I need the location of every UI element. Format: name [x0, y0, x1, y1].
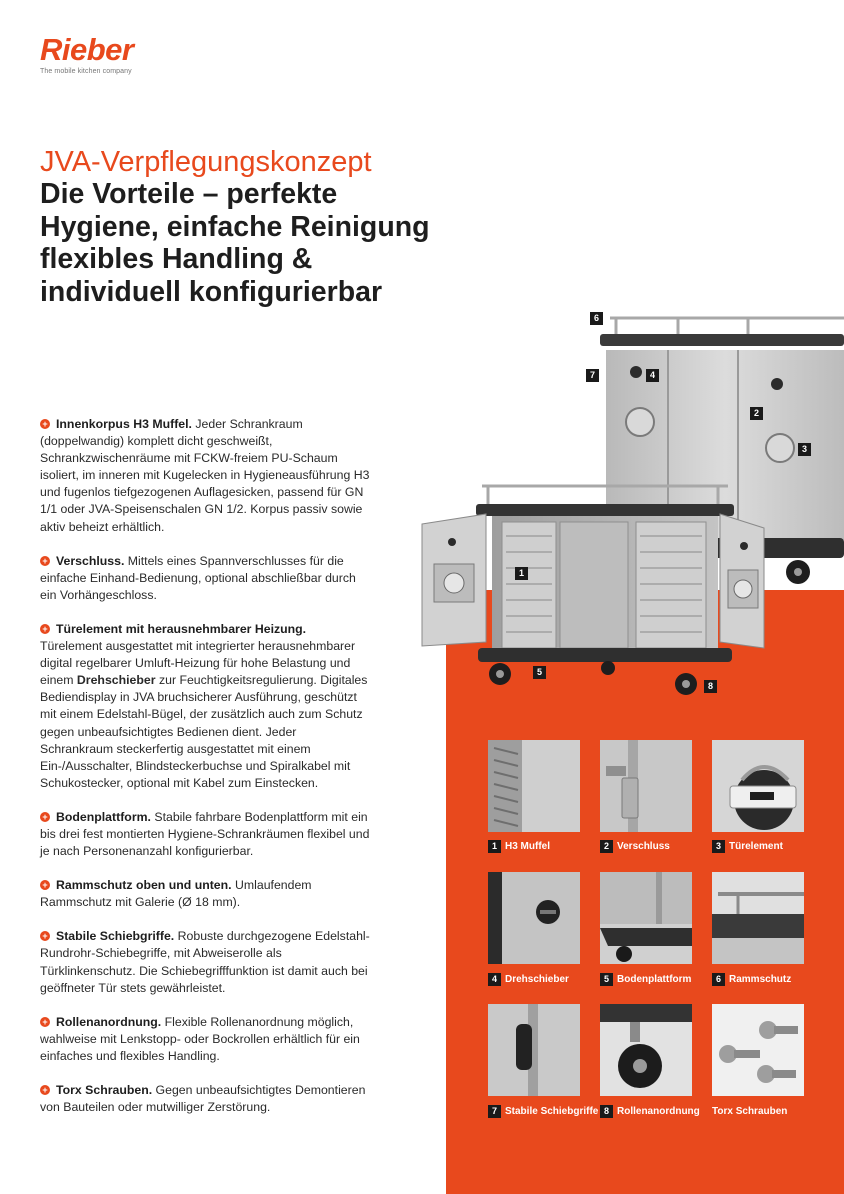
- thumb-number: 4: [488, 973, 501, 986]
- thumb-rollenanordnung: [600, 1004, 692, 1096]
- feature-text: Jeder Schrankraum (doppelwandig) komplett dicht geschweißt, Schrankzwischenräume mit FCKW-freiem PU-Schaum isoliert, im inneren mit Kugelecken in Hygieneausführung H3 und fugenlos tiefgezogenen Auflagesicken, passend für GN 1/1 oder JVA-Speisenschalen GN 1/2. Korpus passiv sowie aktiv beheizt erhältlich.: [40, 417, 370, 534]
- plus-bullet-icon: +: [40, 624, 50, 634]
- callout-marker: 7: [586, 369, 599, 382]
- callout-marker: 3: [798, 443, 811, 456]
- feature-text: Gegen unbeaufsichtigtes Demontieren von Bauteilen oder mutwilliger Zerstörung.: [40, 1083, 366, 1115]
- page-kicker: JVA-Verpflegungskonzept: [40, 146, 372, 178]
- controller-detail-image: [712, 740, 804, 832]
- callout-marker: 4: [646, 369, 659, 382]
- thumb-caption: [488, 839, 550, 853]
- title-line: flexibles Handling &: [40, 243, 313, 275]
- thumb-caption: [488, 972, 569, 986]
- thumb-caption: [712, 1104, 787, 1118]
- title-line: Hygiene, einfache Reinigung: [40, 210, 430, 243]
- feature-title: Türelement mit herausnehmbarer Heizung.: [56, 621, 307, 636]
- thumb-label: Türelement: [729, 840, 783, 852]
- thumb-number: 6: [712, 973, 725, 986]
- thumb-label: Stabile Schiebgriffe: [505, 1105, 599, 1117]
- thumb-torx: [712, 1004, 804, 1096]
- page-title: [40, 178, 470, 308]
- thumb-caption: [488, 1104, 598, 1118]
- feature-item: [40, 621, 370, 792]
- plus-bullet-icon: +: [40, 880, 50, 890]
- title-line: Die Vorteile – perfekte: [40, 178, 338, 210]
- thumb-label: Drehschieber: [505, 973, 569, 985]
- feature-text: zur Feuchtigkeitsregulierung. Digitales Bediendisplay in JVA bruchsicherer Ausführung, geschützt mit einem Edelstahl-Bügel, der zusätzlich auch zum Schutz gegen unbeaufsichtigtes Bedienen dient. Jeder Schrankraum steckerfertig ausgestattet mit einem Ein-/Ausschalter, Blindsteckerbuchse und Spiralkabel mit Schukostecker, optional mit Kabel zum Einstecken.: [40, 673, 368, 790]
- feature-list: [40, 416, 370, 1133]
- feature-text: Türelement ausgestattet mit integrierter herausnehmbarer digital regelbarer Umluft-Heizung für hohe Belastung und einem: [40, 639, 356, 688]
- thumb-schiebegriffe: [488, 1004, 580, 1096]
- thumb-number: 5: [600, 973, 613, 986]
- castor-detail-image: [600, 1004, 692, 1096]
- thumb-number: 2: [600, 840, 613, 853]
- thumb-caption: [600, 1104, 700, 1118]
- feature-text: Robuste durchgezogene Edelstahl-Rundrohr-Schiebegriffe, mit Abweiserolle als Türklinkenschutz. Die Schiebegrifffunktion ist damit auch bei geöffneter Tür stets gewährleistet.: [40, 929, 370, 995]
- platform-detail-image: [600, 872, 692, 964]
- feature-item: [40, 877, 370, 911]
- feature-title: Rollenanordnung.: [56, 1014, 162, 1029]
- feature-title: Innenkorpus H3 Muffel.: [56, 417, 192, 431]
- handle-detail-image: [488, 1004, 580, 1096]
- feature-text-bold: Drehschieber: [76, 673, 156, 688]
- thumb-caption: [600, 839, 670, 853]
- callout-marker: 2: [750, 407, 763, 420]
- callout-marker: 8: [704, 680, 717, 693]
- feature-item: [40, 553, 370, 604]
- thumb-label: H3 Muffel: [505, 840, 550, 852]
- thumb-verschluss: [600, 740, 692, 832]
- feature-title: Torx Schrauben.: [56, 1083, 153, 1097]
- feature-item: [40, 928, 370, 996]
- feature-text: Flexible Rollenanordnung möglich, wahlweise mit Lenkstopp- oder Bockrollen erhältlich für ein einfaches und flexibles Handling.: [40, 1014, 360, 1063]
- thumb-caption: [712, 839, 783, 853]
- thumb-label: Bodenplattform: [617, 973, 692, 985]
- thumb-caption: [712, 972, 791, 986]
- feature-title: Verschluss.: [56, 553, 125, 568]
- feature-text: Umlaufendem Rammschutz mit Galerie (Ø 18 mm).: [40, 878, 312, 910]
- thumb-caption: [600, 972, 691, 986]
- thumb-tuerelement: [712, 740, 804, 832]
- plus-bullet-icon: +: [40, 1017, 50, 1027]
- plus-bullet-icon: +: [40, 1085, 50, 1095]
- thumb-drehschieber: [488, 872, 580, 964]
- thumb-number: 1: [488, 840, 501, 853]
- brand-tagline: The mobile kitchen company: [40, 68, 132, 75]
- feature-item: [40, 809, 370, 860]
- screws-detail-image: [712, 1004, 804, 1096]
- plus-bullet-icon: +: [40, 931, 50, 941]
- thumb-bodenplattform: [600, 872, 692, 964]
- thumb-label: Torx Schrauben: [712, 1105, 788, 1117]
- plus-bullet-icon: +: [40, 812, 50, 822]
- thumb-label: Rammschutz: [729, 973, 792, 985]
- feature-title: Rammschutz oben und unten.: [56, 878, 232, 893]
- thumb-rammschutz: [712, 872, 804, 964]
- shelf-detail-image: [488, 740, 580, 832]
- slider-detail-image: [488, 872, 580, 964]
- feature-text: Stabile fahrbare Bodenplattform mit ein bis drei fest montierten Hygiene-Schrankräumen flexibel und je nach Personenanzahl konfigurierbar.: [40, 809, 370, 859]
- feature-title: Stabile Schiebgriffe.: [56, 929, 175, 944]
- feature-item: [40, 1082, 370, 1116]
- thumb-number: 7: [488, 1105, 501, 1118]
- thumb-label: Rollenanordnung: [617, 1105, 700, 1117]
- thumb-number: 3: [712, 840, 725, 853]
- bumper-detail-image: [712, 872, 804, 964]
- product-illustration: [418, 300, 844, 710]
- brand-logo: [40, 34, 133, 75]
- thumb-label: Verschluss: [617, 840, 670, 852]
- feature-item: [40, 416, 370, 536]
- feature-title: Bodenplattform.: [56, 809, 151, 824]
- plus-bullet-icon: +: [40, 419, 50, 429]
- brand-name: Rieber: [40, 32, 134, 67]
- title-line: individuell konfigurierbar: [40, 275, 383, 308]
- thumb-number: 8: [600, 1105, 613, 1118]
- front-cabinet: [422, 486, 764, 695]
- feature-item: [40, 1014, 370, 1065]
- latch-detail-image: [600, 740, 692, 832]
- callout-marker: 6: [590, 312, 603, 325]
- callout-marker: 5: [533, 666, 546, 679]
- plus-bullet-icon: +: [40, 556, 50, 566]
- callout-marker: 1: [515, 567, 528, 580]
- thumb-h3-muffel: [488, 740, 580, 832]
- feature-text: Mittels eines Spannverschlusses für die einfache Einhand-Bedienung, optional abschließbar durch ein Vorhängeschloss.: [40, 553, 356, 602]
